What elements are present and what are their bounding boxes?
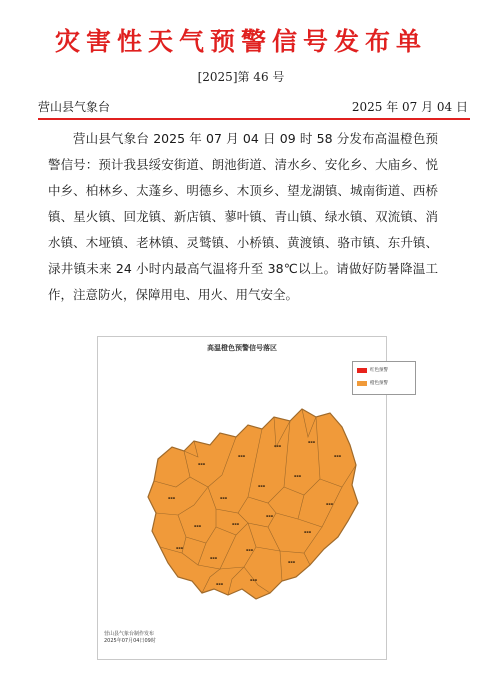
- svg-text:▪▪▪: ▪▪▪: [308, 440, 316, 444]
- svg-text:▪▪▪: ▪▪▪: [266, 514, 274, 518]
- svg-text:▪▪▪: ▪▪▪: [198, 462, 206, 466]
- legend-swatch-orange: [357, 381, 367, 386]
- svg-text:▪▪▪: ▪▪▪: [274, 444, 282, 448]
- svg-text:▪▪▪: ▪▪▪: [334, 454, 342, 458]
- map-credit: [104, 631, 156, 645]
- legend-item-red: [357, 367, 388, 373]
- svg-text:▪▪▪: ▪▪▪: [304, 530, 312, 534]
- svg-text:▪▪▪: ▪▪▪: [258, 484, 266, 488]
- svg-text:▪▪▪: ▪▪▪: [216, 582, 224, 586]
- map-title: 高温橙色预警信号落区: [207, 344, 277, 352]
- svg-text:▪▪▪: ▪▪▪: [220, 496, 228, 500]
- svg-text:▪▪▪: ▪▪▪: [250, 578, 258, 582]
- page-title: 灾害性天气预警信号发布单: [54, 27, 427, 56]
- svg-text:▪▪▪: ▪▪▪: [176, 546, 184, 550]
- legend-label-orange: 橙色预警: [370, 381, 388, 386]
- map-legend: [352, 361, 416, 395]
- header-divider: [38, 118, 470, 120]
- legend-swatch-red: [357, 368, 367, 373]
- legend-label-red: 红色预警: [370, 368, 388, 373]
- svg-text:▪▪▪: ▪▪▪: [238, 454, 246, 458]
- svg-text:▪▪▪: ▪▪▪: [210, 556, 218, 560]
- warning-body-text: 营山县气象台 2025 年 07 月 04 日 09 时 58 分发布高温橙色预警信号：预计我县绥安街道、朗池街道、清水乡、安化乡、大庙乡、悦中乡、柏林乡、太蓬乡、明德乡、木顶乡、望龙湖镇、城南街道、西桥镇、星火镇、回龙镇、新店镇、蓼叶镇、青山镇、绿水镇、双流镇、消水镇、木垭镇、老林镇、灵鹫镇、小桥镇、黄渡镇、骆市镇、东升镇、渌井镇未来 24 小时内最高气温将升至 38℃以上。请做好防暑降温工作，注意防火，保障用电、用火、用气安全。: [48, 131, 438, 302]
- document-number: [2025]第 46 号: [197, 70, 285, 84]
- warning-map: [97, 336, 387, 660]
- svg-text:▪▪▪: ▪▪▪: [246, 548, 254, 552]
- map-credit-issuer: 营山县气象台制作发布: [104, 631, 155, 637]
- county-map-svg: [98, 337, 386, 659]
- issue-date: 2025 年 07 月 04 日: [351, 100, 468, 114]
- svg-text:▪▪▪: ▪▪▪: [194, 524, 202, 528]
- map-credit-time: 2025年07月04日09时: [104, 638, 156, 644]
- svg-text:▪▪▪: ▪▪▪: [288, 560, 296, 564]
- svg-text:▪▪▪: ▪▪▪: [326, 502, 334, 506]
- legend-item-orange: [357, 380, 388, 386]
- svg-text:▪▪▪: ▪▪▪: [294, 474, 302, 478]
- svg-text:▪▪▪: ▪▪▪: [168, 496, 176, 500]
- issuer-name: 营山县气象台: [38, 100, 111, 114]
- svg-text:▪▪▪: ▪▪▪: [232, 522, 240, 526]
